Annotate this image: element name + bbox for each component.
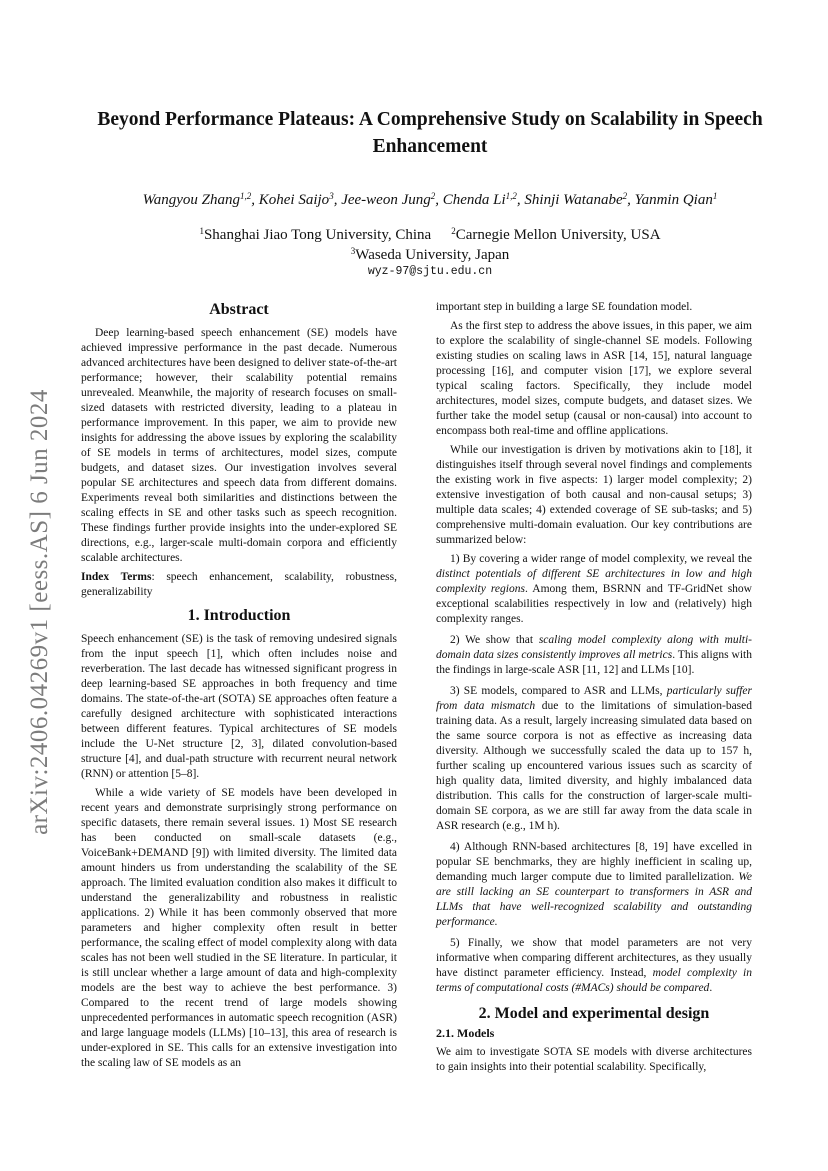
- contribution-emphasis: particularly suffer from data mismatch: [436, 685, 753, 712]
- contribution-text: 2) We show that: [450, 634, 539, 646]
- author-name: Kohei Saijo: [258, 192, 330, 208]
- author-affiliation-marker: 2: [430, 191, 436, 201]
- abstract-text: Deep learning-based speech enhancement (SE) models have achieved impressive performance in the past decade. Numerous advanced architectures have been designed to deliver state-of-the-art performance; however, their scalability potential remains unrevealed. Meanwhile, the majority of research focuses on small-sized datasets with restricted diversity, leading to a plateau in performance improvement. In this paper, we aim to provide new insights for addressing the above issues by exploring the scalability of SE models in terms of architectures, model sizes, compute budgets, and dataset sizes. Our investigation involves several popular SE architectures and speech data from different domains. Experiments reveal both similarities and distinctions between the scaling effects in SE and other tasks such as speech recognition. These findings further provide insights into the under-explored SE directions, e.g., larger-scale multi-domain corpora and efficiently scalable architectures.: [81, 327, 397, 564]
- affiliation-2: Carnegie Mellon University, USA: [455, 227, 661, 243]
- affiliation-1: Shanghai Jiao Tong University, China: [203, 227, 432, 243]
- contribution-emphasis: model complexity in terms of computational costs (#MACs) should be compared: [436, 967, 752, 994]
- intro-paragraph-continued: important step in building a large SE foundation model.: [436, 301, 693, 313]
- author-list: [60, 190, 800, 210]
- contribution-emphasis: distinct potentials of different SE architectures in low and high complexity regions: [436, 568, 752, 595]
- affiliations: [100, 225, 760, 265]
- author-name: Wangyou Zhang: [142, 192, 241, 208]
- author-affiliation-marker: 1: [712, 191, 718, 201]
- contribution-item: [436, 633, 752, 678]
- contribution-emphasis: scaling model complexity along with multi-domain data sizes consistently improves all metrics: [436, 634, 753, 661]
- intro-heading: 1. Introduction: [187, 607, 291, 624]
- author-affiliation-marker: 2: [622, 191, 628, 201]
- author-separator: ,: [435, 192, 443, 208]
- contribution-text: . Among them, BSRNN and TF-GridNet show exceptional scalabilities respectively in low and (relatively) high complexity ranges.: [436, 583, 752, 625]
- contact-email: wyz-97@sjtu.edu.cn: [367, 265, 493, 278]
- affiliation-marker: 3: [350, 246, 356, 256]
- paper-title: Beyond Performance Plateaus: A Comprehensive Study on Scalability in Speech Enhancement: [97, 109, 763, 157]
- author-name: Jee-weon Jung: [341, 192, 431, 208]
- intro-paragraph: Speech enhancement (SE) is the task of removing undesired signals from the input speech [1], which often includes noise and reverberation. The last decade has witnessed significant progress in deep learning-based SE approaches in both frequency and time domains. The state-of-the-art (SOTA) SE approaches often feature a carefully designed architecture with sophisticated interactions between different features. Typical architectures of SE models include the U-Net structure [2, 3], dilated convolution-based structure [4], and dual-path structure with recurrent neural network (RNN) or attention [5–8].: [81, 633, 397, 780]
- contribution-text: 3) SE models, compared to ASR and LLMs,: [450, 685, 667, 697]
- contribution-text: due to the limitations of simulation-based training data. As a result, largely increasing simulated data based on the same source corpora is not as effective as increasing data diversity. Although we successfully scaled the data up to 157 h, further scaling up encountered various issues such as scarcity of high quality data, limited diversity, and highly imbalanced data distribution. This calls for the construction of larger-scale multi-domain SE corpora, as we are still far away from the data scale in ASR research (e.g., 1M h).: [436, 700, 752, 832]
- arxiv-stamp-text: arXiv:2406.04269v1 [eess.AS] 6 Jun 2024: [26, 389, 54, 835]
- intro-paragraph: While our investigation is driven by motivations akin to [18], it distinguishes itself through several novel findings and complements the existing work in five aspects: 1) larger model complexity; 2) extensive investigation of both causal and non-causal setups; 3) multiple data scales; 4) extended coverage of SE sub-tasks; and 5) comprehensive multi-domain evaluation. Our key contributions are summarized below:: [436, 444, 752, 546]
- affiliation-marker: 2: [451, 226, 456, 236]
- section2-1-text: We aim to investigate SOTA SE models with diverse architectures to gain insights into their potential scalability. Specifically,: [436, 1046, 752, 1073]
- contribution-item: [436, 552, 752, 627]
- contribution-text: 5) Finally, we show that model parameters are not very informative when comparing different architectures, as they usually have distinct parameter efficiency. Instead,: [436, 937, 752, 979]
- author-name: Chenda Li: [442, 192, 506, 208]
- contribution-emphasis: We are still lacking an SE counterpart to transformers in ASR and LLMs that have well-recognized scalability and outstanding performance.: [436, 871, 752, 928]
- section2-heading: 2. Model and experimental design: [478, 1005, 710, 1022]
- author-separator: ,: [516, 192, 525, 208]
- author-affiliation-marker: 1,2: [240, 191, 252, 201]
- affiliation-3: Waseda University, Japan: [355, 247, 510, 263]
- author-name: Yanmin Qian: [634, 192, 713, 208]
- index-terms: [81, 570, 397, 600]
- contribution-text: . This aligns with the findings in large-scale ASR [11, 12] and LLMs [10].: [436, 649, 752, 676]
- contribution-text: 4) Although RNN-based architectures [8, 19] have excelled in popular SE benchmarks, they are highly inefficient in scaling up, demanding much larger compute due to limited parallelization.: [436, 841, 752, 883]
- intro-paragraph: While a wide variety of SE models have been developed in recent years and demonstrate surprisingly strong performance on specific datasets, there remain several issues. 1) Most SE research has been conducted on small-scale datasets (e.g., VoiceBank+DEMAND [9]) with limited diversity. The limited data amount hinders us from understanding the scalability of the SE approach. The limited evaluation condition also makes it difficult to understand the generalizability and robustness in realistic applications. 2) While it has been commonly observed that more parameters and higher complexity often result in better performance, the scaling effect of model complexity along with data scales has not been well studied in the SE literature. In particular, it is still unclear whether a large amount of data and high-complexity models are the best way to achieve the best performance. 3) Compared to the recent trend of large models showing unprecedented performances in automatic speech recognition (ASR) and large language models (LLMs) [10–13], this area of research is under-explored in SE. This calls for an extensive investigation into the scaling law of SE models as an: [81, 787, 397, 1069]
- right-column: [436, 300, 752, 1079]
- author-separator: ,: [627, 192, 635, 208]
- index-terms-label: Index Terms: [81, 571, 152, 583]
- index-terms-text: : speech enhancement, scalability, robustness, generalizability: [81, 571, 397, 598]
- contribution-item: [436, 840, 752, 930]
- author-affiliation-marker: 3: [329, 191, 334, 201]
- abstract-heading: Abstract: [209, 301, 269, 318]
- contribution-item: [436, 684, 752, 834]
- contribution-text: 1) By covering a wider range of model complexity, we reveal the: [450, 553, 752, 565]
- contribution-item: [436, 936, 752, 996]
- arxiv-stamp: [16, 362, 64, 862]
- section2-1-heading: 2.1. Models: [436, 1026, 495, 1040]
- author-separator: ,: [251, 192, 259, 208]
- author-name: Shinji Watanabe: [524, 192, 623, 208]
- author-affiliation-marker: 1,2: [505, 191, 517, 201]
- left-column: [81, 300, 397, 1075]
- intro-paragraph: As the first step to address the above issues, in this paper, we aim to explore the scalability of single-channel SE models. Following existing studies on scaling laws in ASR [14, 15], natural language processing [16], and computer vision [17], we explore several typical scaling factors. Specifically, they include model architectures, model sizes, compute budgets, and dataset sizes. We further take the model setup (causal or non-causal) into account to encompass both real-time and offline applications.: [436, 320, 752, 437]
- contributions-list: [436, 552, 752, 996]
- contribution-text: .: [709, 982, 713, 994]
- affiliation-marker: 1: [199, 226, 204, 236]
- author-separator: ,: [333, 192, 342, 208]
